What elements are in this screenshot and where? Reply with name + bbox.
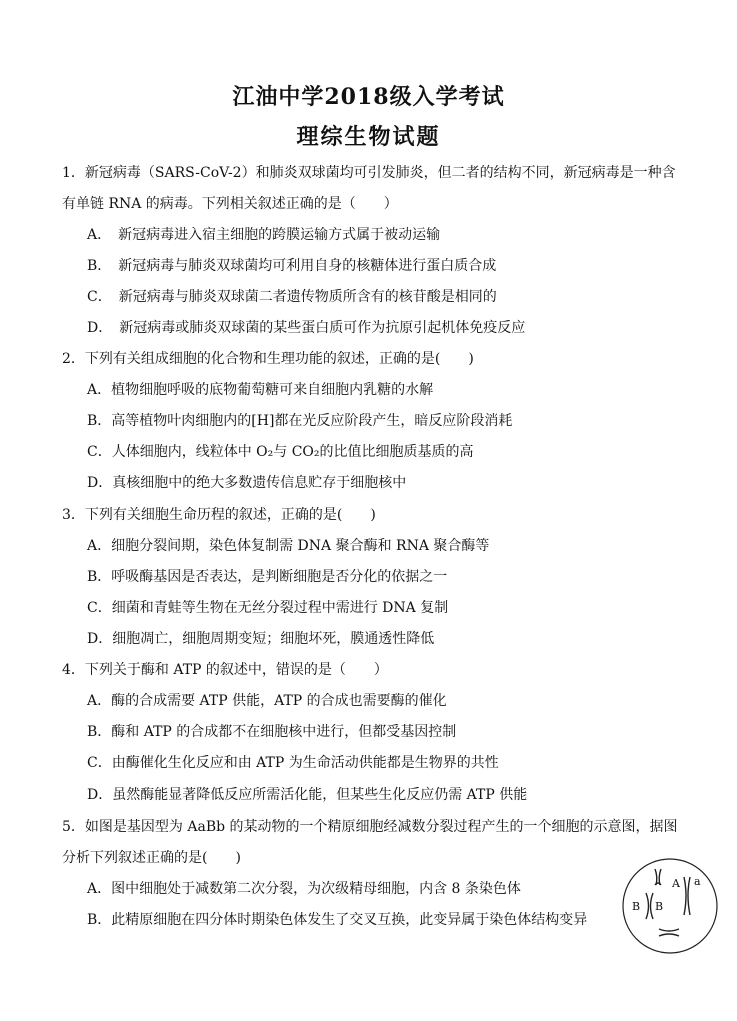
question-1-option-b: B． 新冠病毒与肺炎双球菌均可利用自身的核糖体进行蛋白质合成: [87, 258, 497, 274]
question-1-option-d: D． 新冠病毒或肺炎双球菌的某些蛋白质可作为抗原引起机体免疫反应: [87, 320, 526, 336]
question-2-option-d: D．真核细胞中的绝大多数遗传信息贮存于细胞核中: [87, 475, 407, 491]
question-2-option-a: A．植物细胞呼吸的底物葡萄糖可来自细胞内乳糖的水解: [87, 382, 434, 398]
question-4-option-a: A．酶的合成需要 ATP 供能，ATP 的合成也需要酶的催化: [87, 693, 447, 709]
question-4-option-c: C．由酶催化生化反应和由 ATP 为生命活动供能都是生物界的共性: [87, 755, 499, 771]
question-3-stem: 3．下列有关细胞生命历程的叙述，正确的是( ): [62, 507, 376, 523]
chromosome-right: [684, 877, 690, 915]
gene-label-B-right: B: [655, 900, 664, 913]
chromosome-bottom: [659, 929, 679, 936]
question-5-option-a: A．图中细胞处于减数第二次分裂，为次级精母细胞，内含 8 条染色体: [87, 881, 521, 897]
question-4-stem: 4．下列关于酶和 ATP 的叙述中，错误的是（ ）: [62, 662, 388, 678]
question-2-option-c: C．人体细胞内，线粒体中 O₂与 CO₂的比值比细胞质基质的高: [87, 444, 474, 460]
question-5-stem-line2: 分析下列叙述正确的是( ): [62, 850, 241, 866]
question-1-stem-line2: 有单链 RNA 的病毒。下列相关叙述正确的是（ ）: [62, 196, 398, 212]
question-5-stem-line1: 5．如图是基因型为 AaBb 的某动物的一个精原细胞经减数分裂过程产生的一个细胞的示意图，据图: [62, 819, 678, 835]
question-5-option-b: B．此精原细胞在四分体时期染色体发生了交叉互换，此变异属于染色体结构变异: [87, 912, 588, 928]
gene-label-a: a: [694, 875, 701, 888]
question-3-option-d: D．细胞凋亡，细胞周期变短；细胞坏死，膜通透性降低: [87, 631, 435, 647]
question-1-option-c: C． 新冠病毒与肺炎双球菌二者遗传物质所含有的核苷酸是相同的: [87, 289, 497, 305]
question-2-stem: 2．下列有关组成细胞的化合物和生理功能的叙述，正确的是( ): [62, 351, 474, 367]
question-4-option-b: B．酶和 ATP 的合成都不在细胞核中进行，但都受基因控制: [87, 724, 457, 740]
question-2-option-b: B．高等植物叶肉细胞内的[H]都在光反应阶段产生，暗反应阶段消耗: [87, 413, 513, 429]
exam-subtitle: 理综生物试题: [296, 124, 441, 150]
gene-label-A: A: [672, 877, 680, 890]
chromosome-top: [655, 869, 661, 885]
gene-label-B-left: B: [632, 900, 641, 913]
cell-diagram: [621, 857, 719, 955]
question-4-option-d: D．虽然酶能显著降低反应所需活化能，但某些生化反应仍需 ATP 供能: [87, 787, 528, 803]
question-3-option-a: A．细胞分裂间期，染色体复制需 DNA 聚合酶和 RNA 聚合酶等: [87, 538, 490, 554]
question-1-option-a: A． 新冠病毒进入宿主细胞的跨膜运输方式属于被动运输: [87, 227, 441, 243]
exam-title: 江油中学2018级入学考试: [232, 84, 505, 110]
question-1-stem-line1: 1．新冠病毒（SARS-CoV-2）和肺炎双球菌均可引发肺炎，但二者的结构不同，新冠病毒是一种含: [62, 165, 676, 181]
question-3-option-c: C．细菌和青蛙等生物在无丝分裂过程中需进行 DNA 复制: [87, 600, 449, 616]
chromosome-left: [646, 893, 653, 919]
question-3-option-b: B．呼吸酶基因是否表达，是判断细胞是否分化的依据之一: [87, 569, 448, 585]
